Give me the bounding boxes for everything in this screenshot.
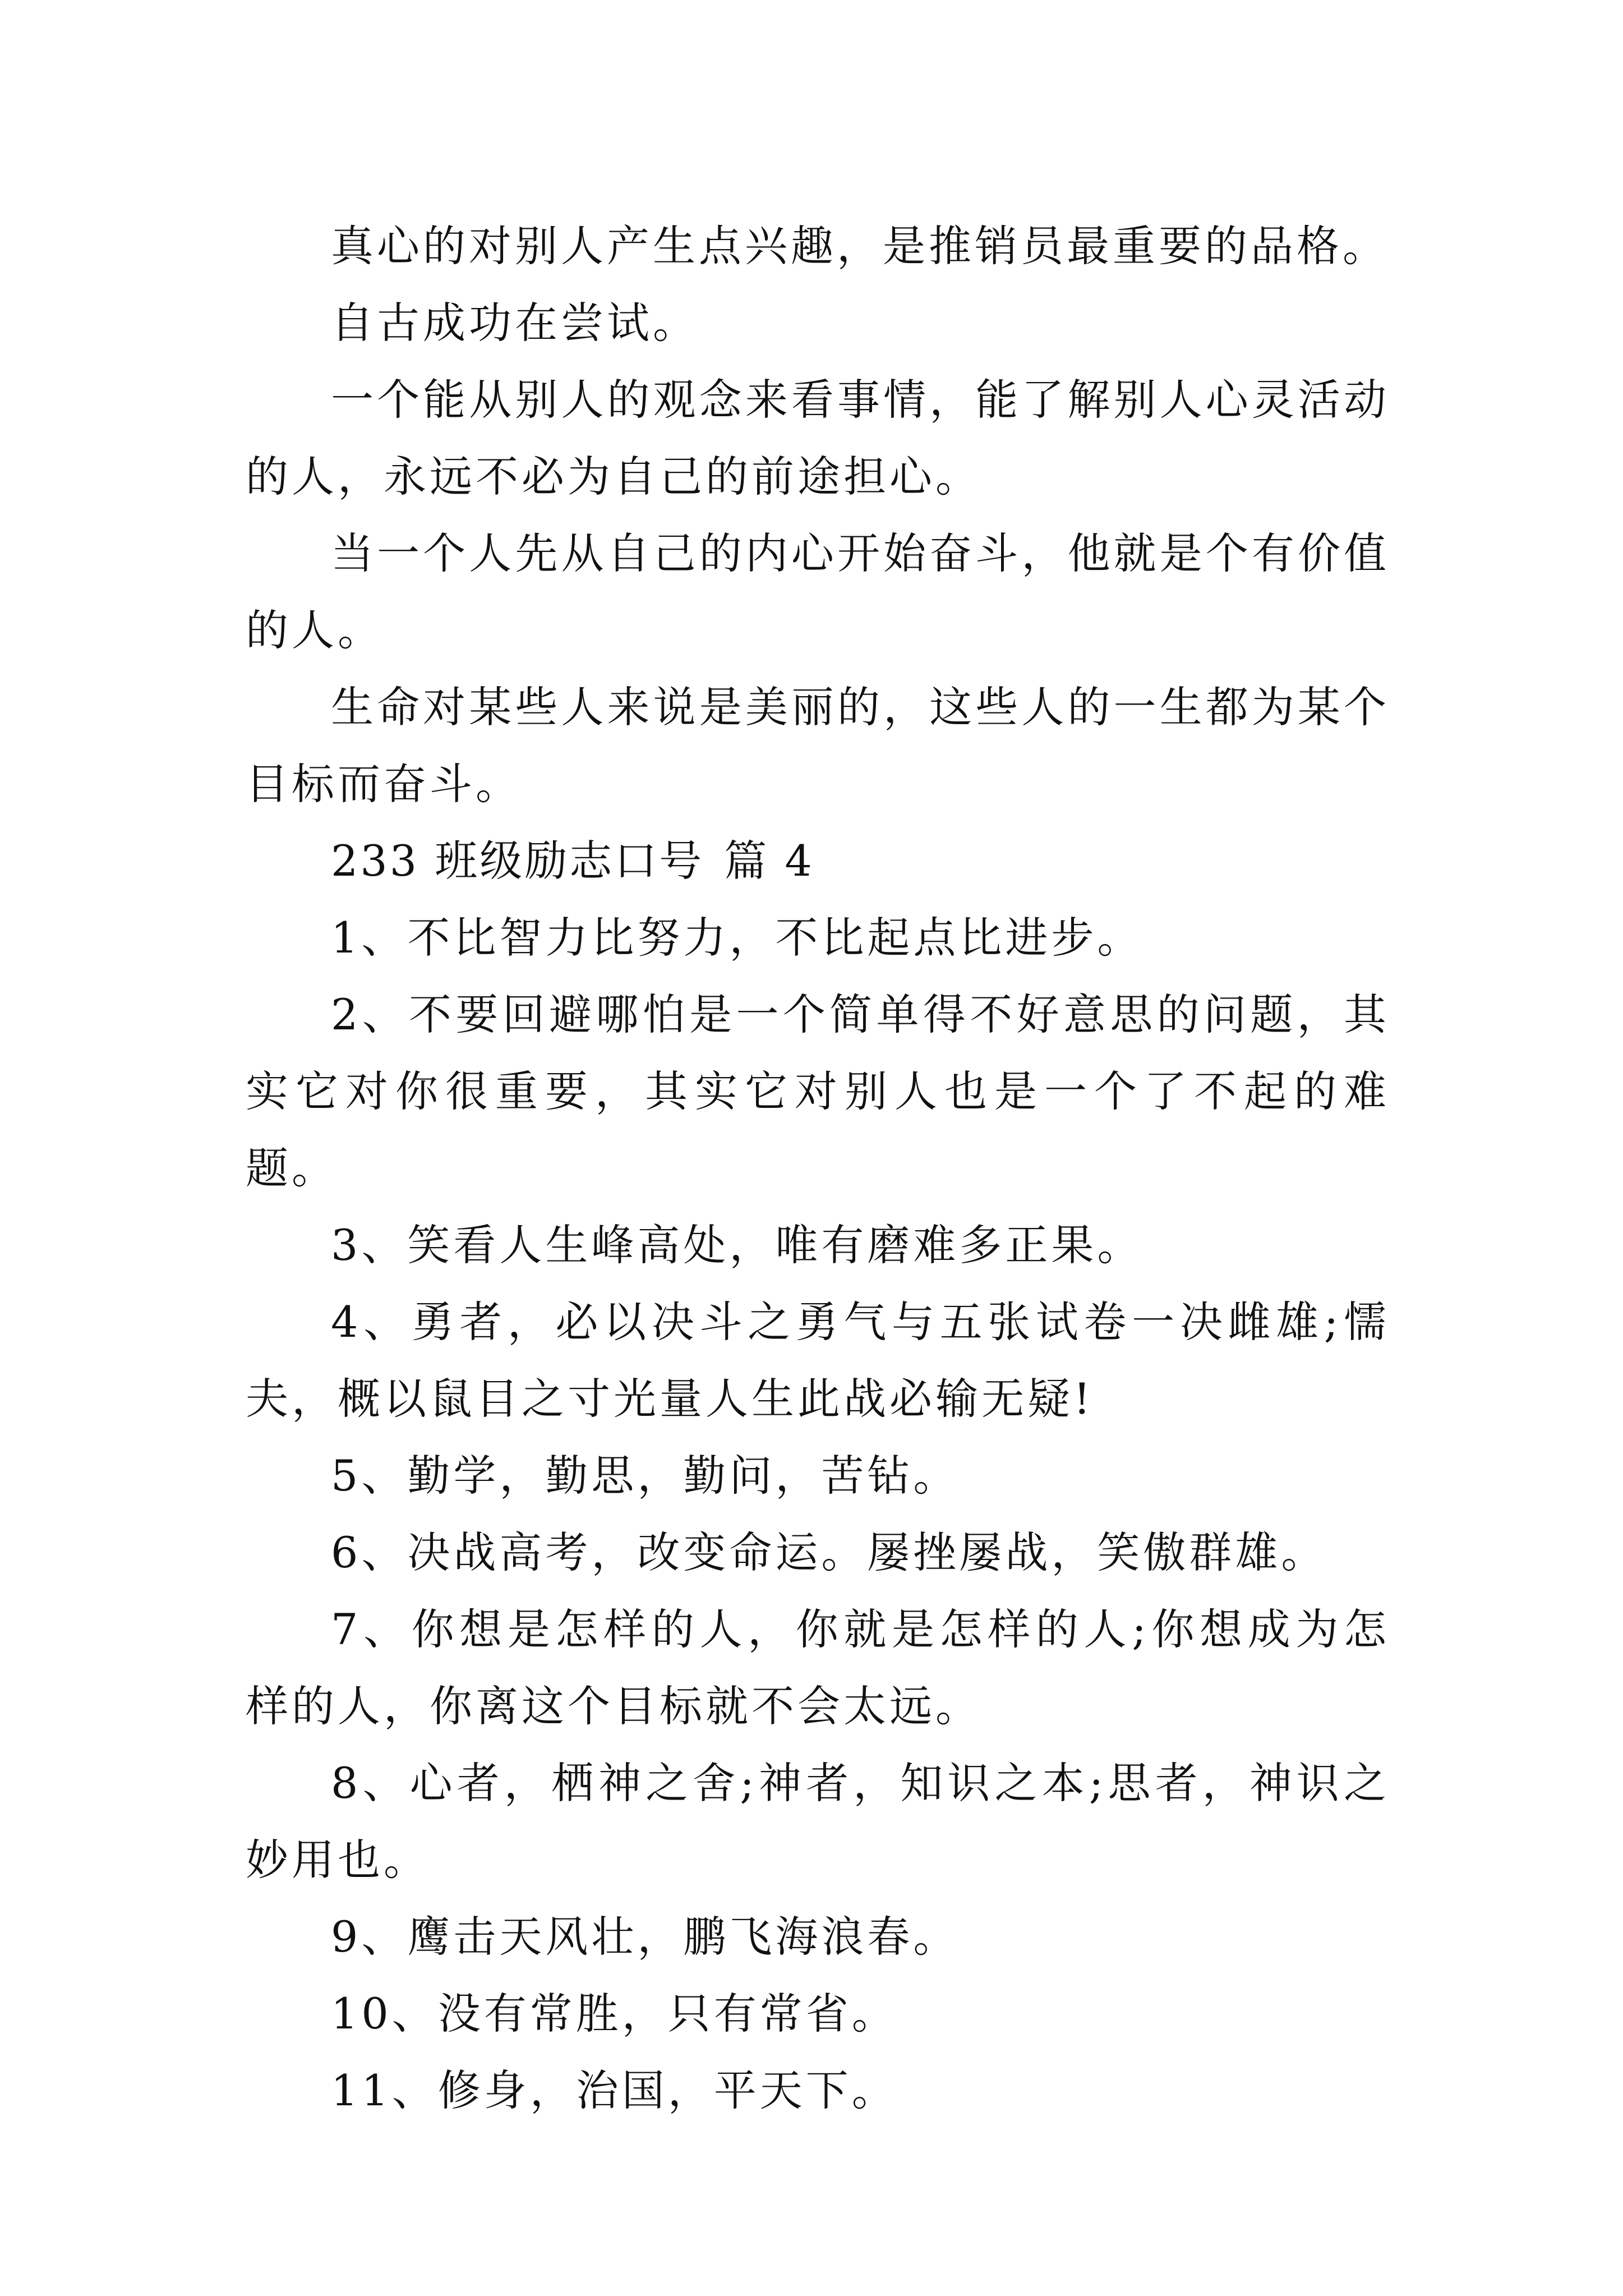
- document-body: [246, 208, 1390, 2129]
- paragraph: 生命对某些人来说是美丽的，这些人的一生都为某个目标而奋斗。: [246, 682, 1390, 809]
- section-title: 233 班级励志口号: [331, 836, 704, 886]
- paragraph: 自古成功在尝试。: [331, 298, 699, 348]
- slogan-item: 3、笑看人生峰高处，唯有磨难多正果。: [331, 1220, 1144, 1270]
- slogan-item: 6、决战高考，改变命运。屡挫屡战，笑傲群雄。: [331, 1527, 1327, 1577]
- slogan-item: 11、修身，治国，平天下。: [331, 2065, 898, 2115]
- slogan-item: 8、心者，栖神之舍;神者，知识之本;思者，神识之妙用也。: [246, 1758, 1390, 1885]
- slogan-item: 2、不要回避哪怕是一个简单得不好意思的问题，其实它对你很重要，其实它对别人也是一个了不起的难题。: [246, 990, 1390, 1193]
- slogan-item: 1、不比智力比努力，不比起点比进步。: [331, 913, 1144, 963]
- slogan-item: 10、没有常胜，只有常省。: [331, 1989, 898, 2039]
- slogan-item: 7、你想是怎样的人，你就是怎样的人;你想成为怎样的人，你离这个目标就不会太远。: [246, 1604, 1390, 1731]
- slogan-item: 5、勤学，勤思，勤问，苦钻。: [331, 1451, 960, 1501]
- paragraph: 当一个人先从自己的内心开始奋斗，他就是个有价值的人。: [246, 528, 1390, 655]
- section-part: 篇 4: [724, 836, 814, 886]
- section-heading: [246, 822, 1390, 899]
- paragraph: 一个能从别人的观念来看事情，能了解别人心灵活动的人，永远不必为自己的前途担心。: [246, 375, 1390, 501]
- slogan-item: 9、鹰击天风壮，鹏飞海浪春。: [331, 1912, 960, 1962]
- paragraph: 真心的对别人产生点兴趣，是推销员最重要的品格。: [331, 221, 1389, 271]
- slogan-item: 4、勇者，必以决斗之勇气与五张试卷一决雌雄;懦夫，概以鼠目之寸光量人生此战必输无疑!: [246, 1297, 1390, 1424]
